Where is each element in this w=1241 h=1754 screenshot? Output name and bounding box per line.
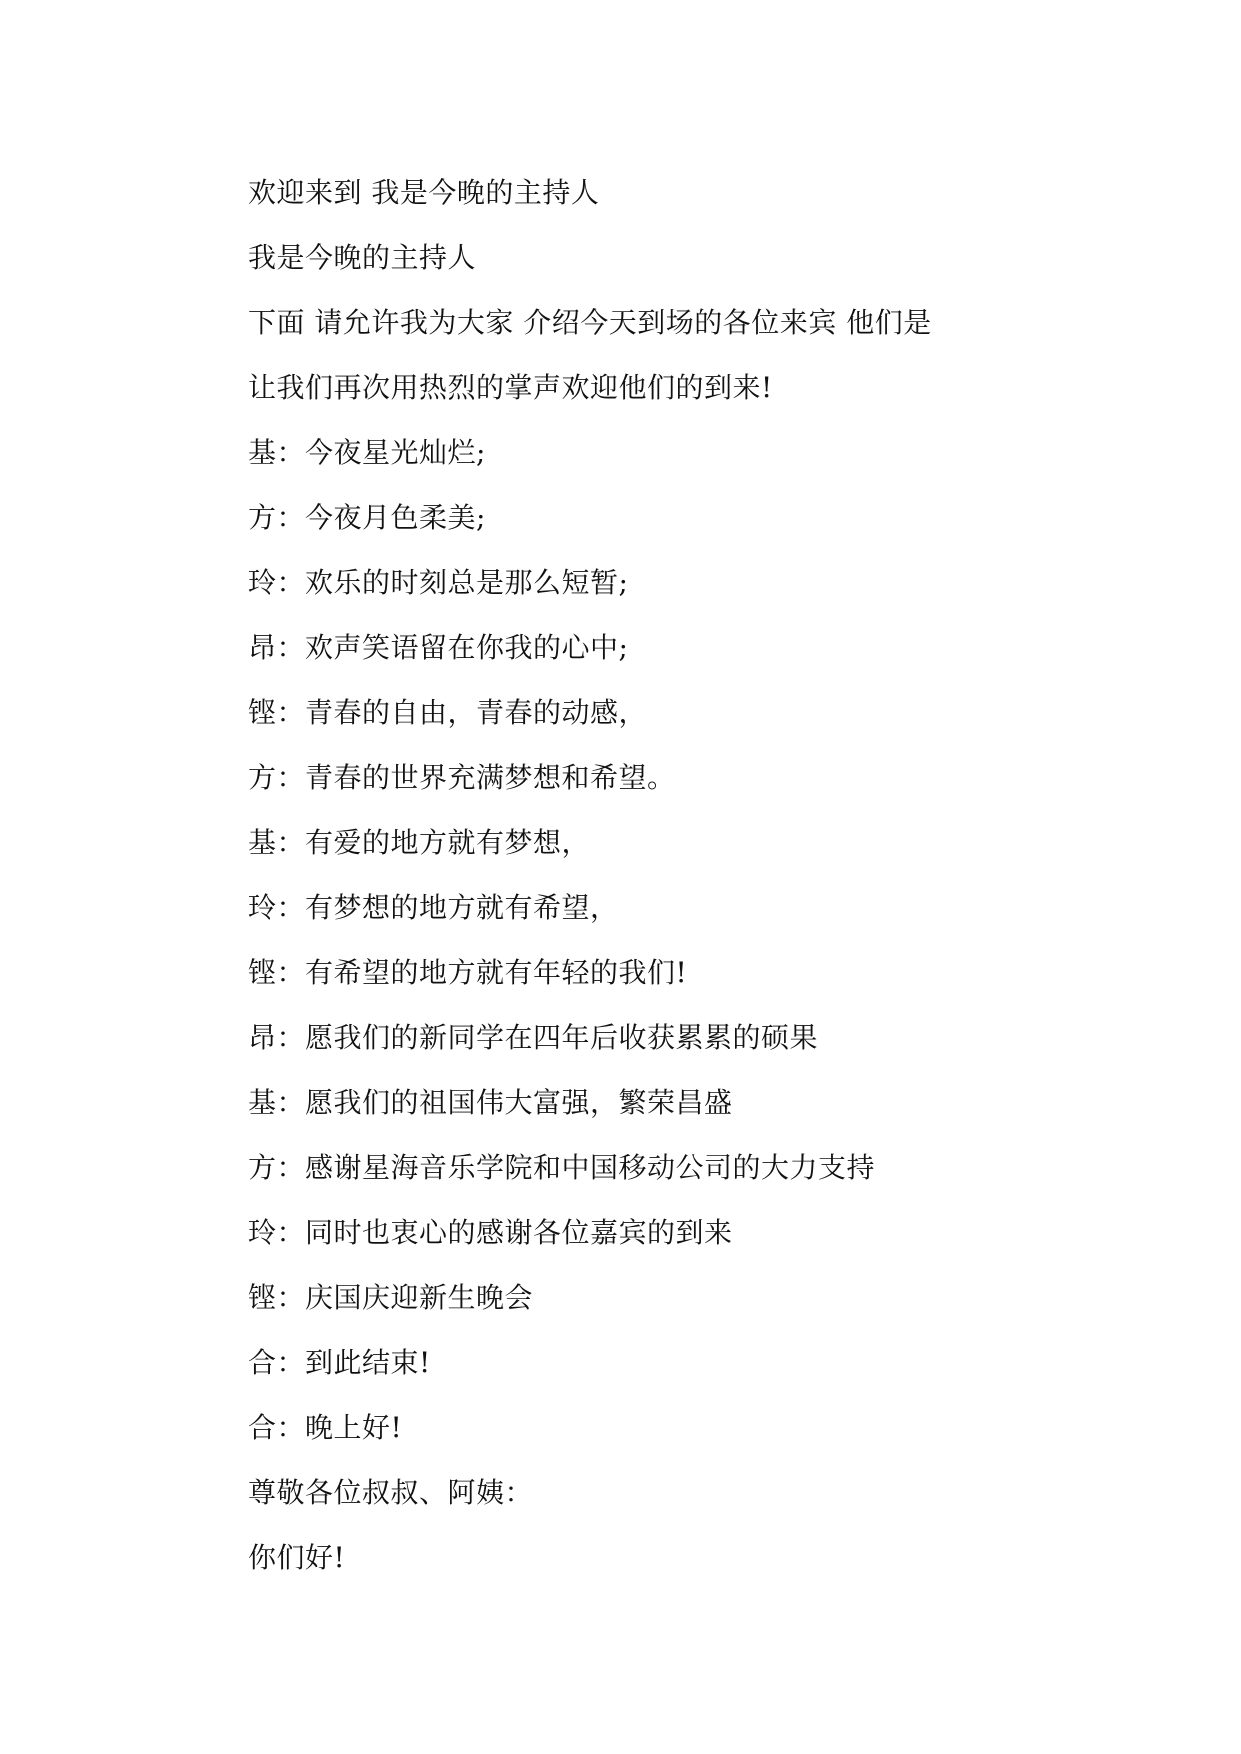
text-line: 铿：青春的自由，青春的动感， bbox=[248, 696, 648, 729]
text-line: 铿：有希望的地方就有年轻的我们! bbox=[248, 956, 688, 989]
text-line: 昂：欢声笑语留在你我的心中; bbox=[248, 631, 629, 664]
text-line: 我是今晚的主持人 bbox=[248, 241, 477, 274]
text-line: 合：晚上好! bbox=[248, 1411, 403, 1444]
text-line: 你们好! bbox=[248, 1541, 346, 1574]
text-line: 玲：同时也衷心的感谢各位嘉宾的到来 bbox=[248, 1216, 733, 1249]
text-line: 让我们再次用热烈的掌声欢迎他们的到来! bbox=[248, 371, 773, 404]
text-line: 玲：欢乐的时刻总是那么短暂; bbox=[248, 566, 629, 599]
text-line: 方：感谢星海音乐学院和中国移动公司的大力支持 bbox=[248, 1151, 876, 1184]
text-line: 基：有爱的地方就有梦想， bbox=[248, 826, 591, 859]
text-line: 尊敬各位叔叔、阿姨： bbox=[248, 1476, 534, 1509]
text-line: 基：愿我们的祖国伟大富强，繁荣昌盛 bbox=[248, 1086, 733, 1119]
text-line: 方：青春的世界充满梦想和希望。 bbox=[248, 761, 676, 794]
text-line: 欢迎来到 我是今晚的主持人 bbox=[248, 176, 600, 209]
text-line: 玲：有梦想的地方就有希望， bbox=[248, 891, 619, 924]
text-line: 方：今夜月色柔美; bbox=[248, 501, 486, 534]
text-line: 铿：庆国庆迎新生晚会 bbox=[248, 1281, 534, 1314]
text-line: 下面 请允许我为大家 介绍今天到场的各位来宾 他们是 bbox=[248, 306, 932, 339]
script-text-body bbox=[248, 160, 1008, 1590]
text-line: 合：到此结束! bbox=[248, 1346, 431, 1379]
text-line: 基：今夜星光灿烂; bbox=[248, 436, 486, 469]
text-line: 昂：愿我们的新同学在四年后收获累累的硕果 bbox=[248, 1021, 819, 1054]
